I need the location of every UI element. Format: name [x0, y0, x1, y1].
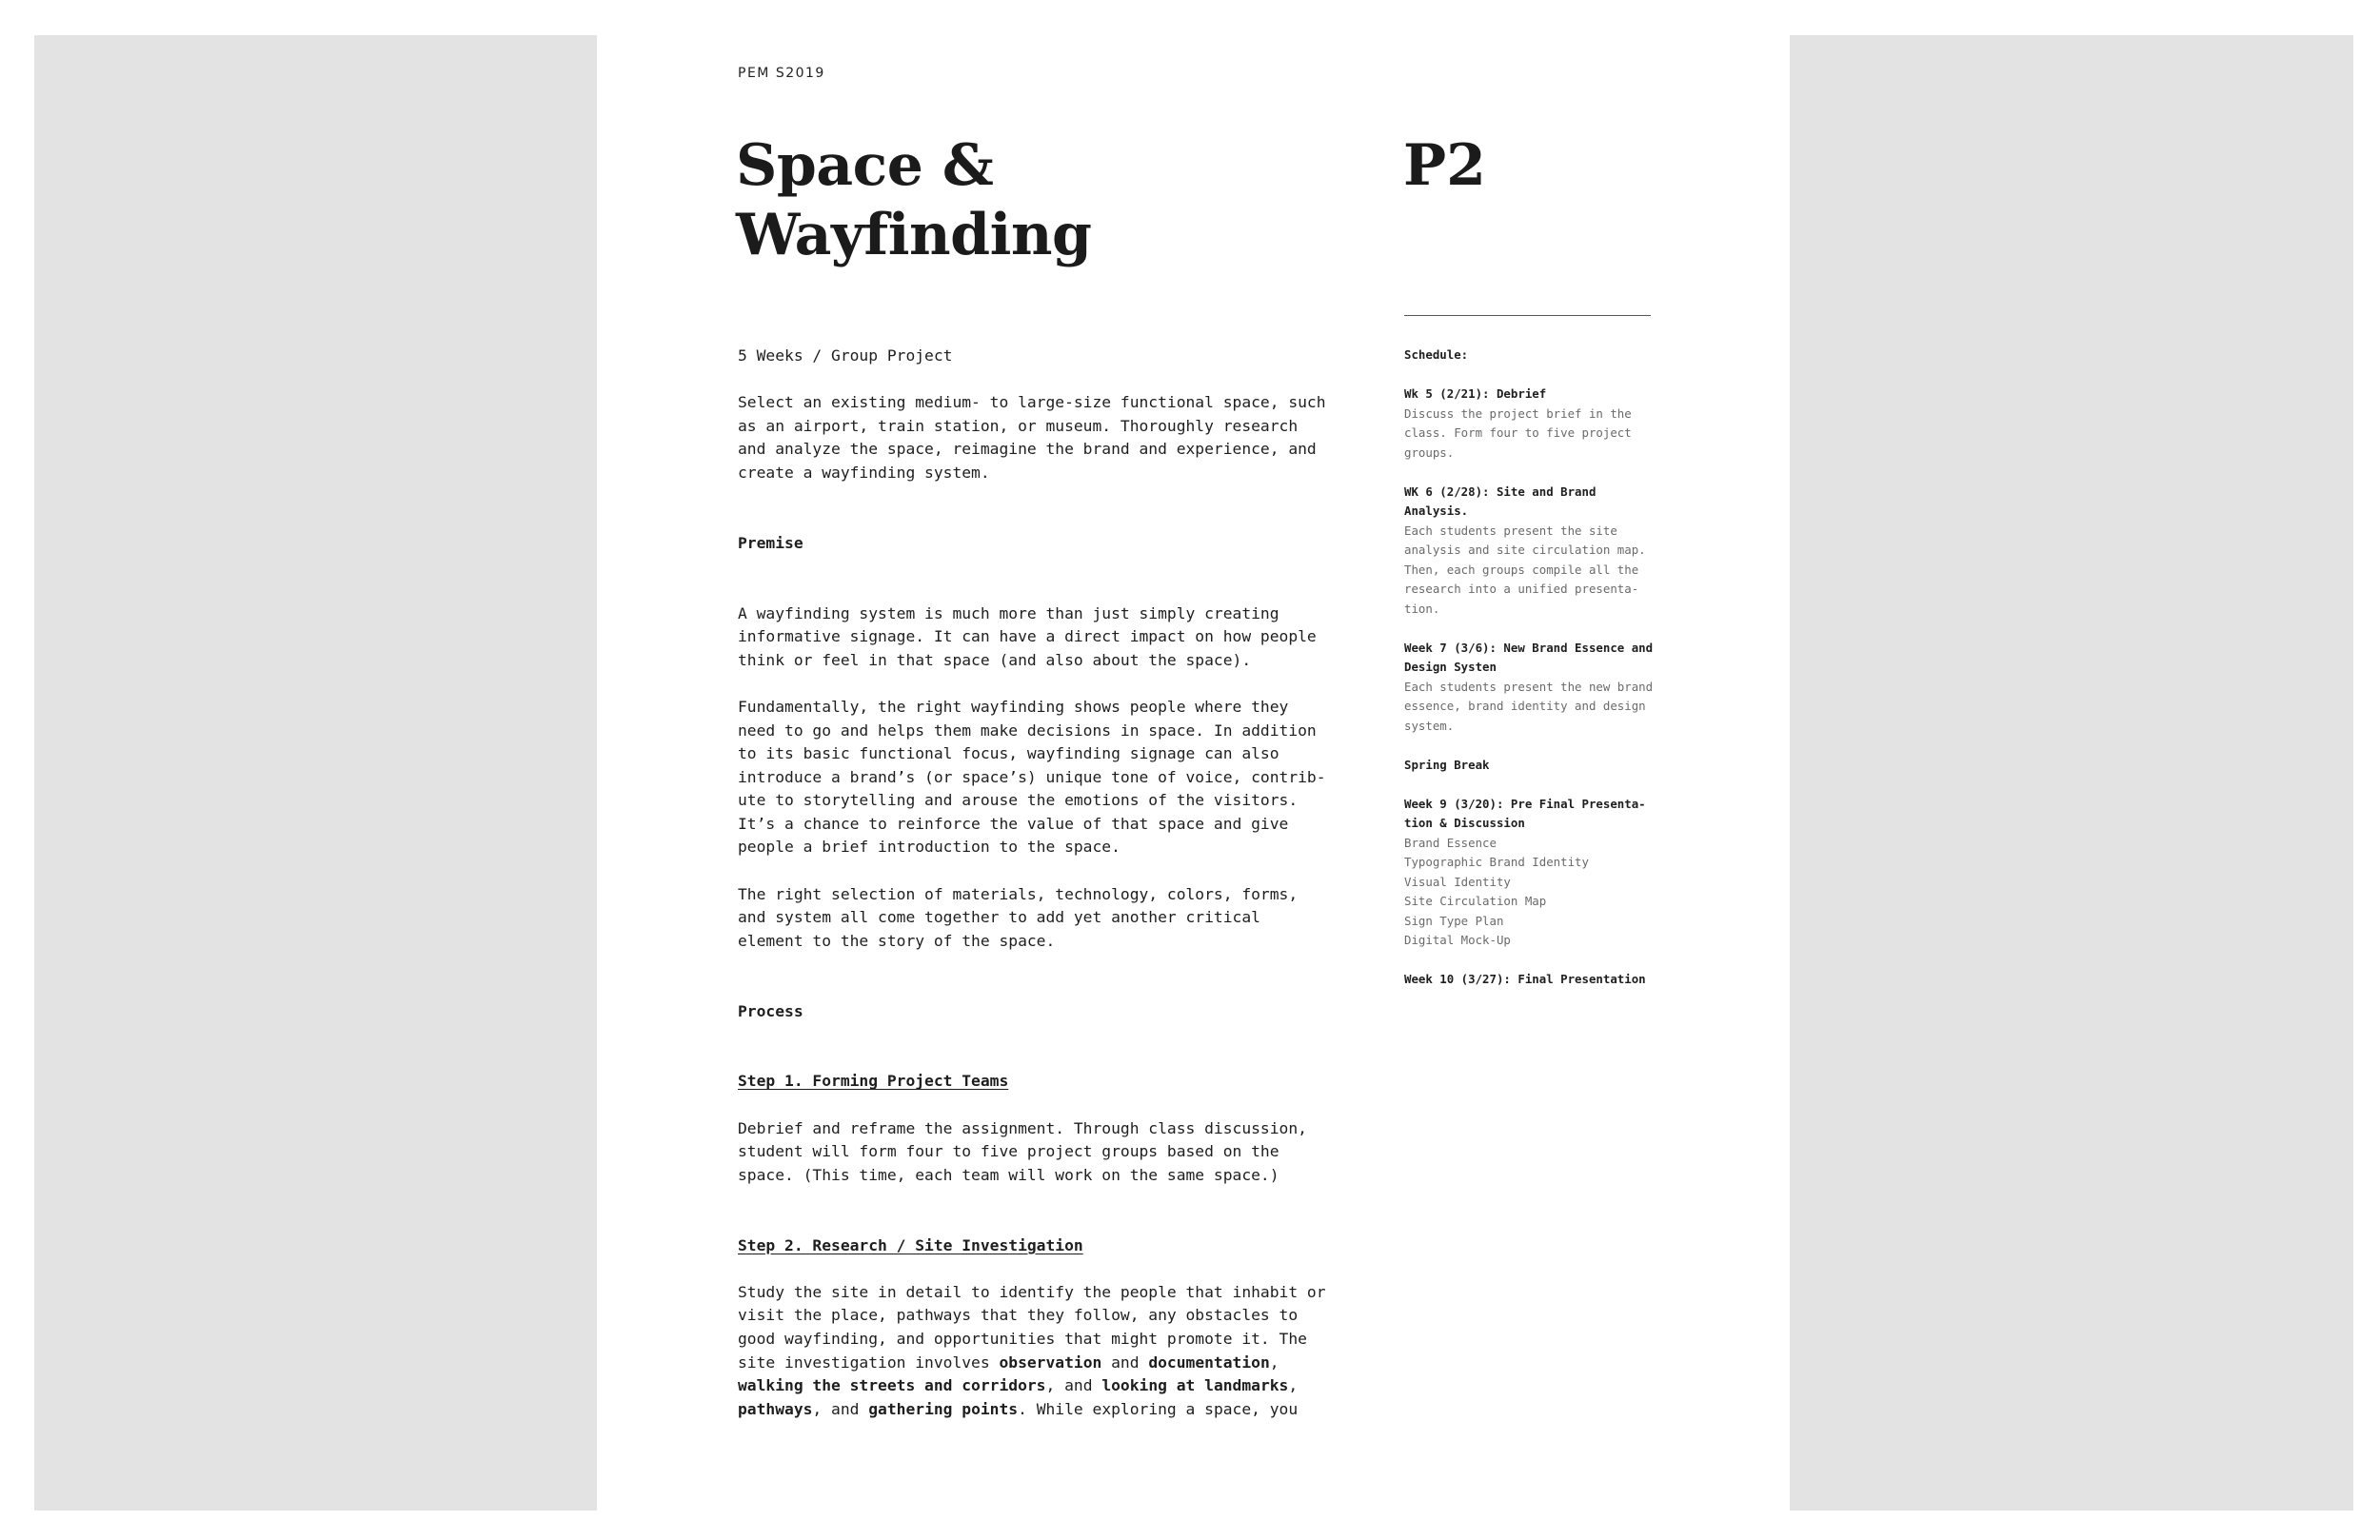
emphasis-observation: observation [999, 1352, 1102, 1372]
step-1-paragraph: Debrief and reframe the assignment. Through class discussion, student will form four to five project groups based on the space. (This time, each team will work on the same space.) [738, 1118, 1307, 1184]
project-code: P2 [1403, 132, 1486, 199]
step-2-heading: Step 2. Research / Site Investigation [738, 1235, 1083, 1254]
week-5-text: Discuss the project brief in the class. Form four to five project groups. [1404, 405, 1632, 460]
right-gray-margin [1790, 35, 2353, 1510]
course-tag: PEM S2019 [738, 66, 825, 81]
emphasis-documentation: documentation [1148, 1352, 1270, 1372]
title-line-1: Space & [736, 132, 994, 199]
week-5-label: Wk 5 (2/21): Debrief [1404, 386, 1547, 401]
step-1-heading: Step 1. Forming Project Teams [738, 1072, 1009, 1091]
left-gray-margin [34, 35, 597, 1510]
title-line-2: Wayfinding [736, 202, 1092, 268]
week-9-label: Week 9 (3/20): Pre Final Presenta- tion & Discussion [1404, 796, 1646, 830]
schedule-heading: Schedule: [1404, 347, 1469, 362]
emphasis-landmarks: looking at landmarks [1101, 1376, 1289, 1395]
intro-paragraph: Select an existing medium- to large-size functional space, such as an airport, train station, or museum. Thoroughly research and analyze the space, reimagine the brand and experience, and create a wayfinding system. [738, 393, 1326, 482]
week-6-label: WK 6 (2/28): Site and Brand Analysis. [1404, 484, 1597, 518]
page-title [736, 131, 1307, 270]
week-7-label: Week 7 (3/6): New Brand Essence and Design Systen [1404, 640, 1654, 674]
emphasis-pathways: pathways [738, 1399, 813, 1418]
premise-heading: Premise [738, 533, 803, 552]
emphasis-walking: walking the streets and corridors [738, 1376, 1046, 1395]
sidebar-divider [1404, 315, 1651, 316]
step-2-paragraph: Study the site in detail to identify the people that inhabit or visit the place, pathways that they follow, any obstacles to good wayfinding, and opportunities that might promote it. The site investigation involves observation and documentation, walking the streets and corridors, and looking at landmarks, pathways, and gathering points. While exploring a space, you [738, 1282, 1326, 1418]
project-brief [738, 345, 1347, 1421]
week-9-items: Brand Essence Typographic Brand Identity Visual Identity Site Circulation Map Sign Type Plan Digital Mock-Up [1404, 835, 1589, 947]
premise-paragraph-3: The right selection of materials, technology, colors, forms, and system all come together to add yet another critical element to the story of the space. [738, 884, 1299, 950]
duration-line: 5 Weeks / Group Project [738, 346, 953, 365]
week-10-label: Week 10 (3/27): Final Presentation [1404, 972, 1646, 986]
premise-paragraph-1: A wayfinding system is much more than just simply creating informative signage. It can have a direct impact on how people think or feel in that space (and also about the space). [738, 603, 1317, 669]
spring-break-label: Spring Break [1404, 757, 1490, 772]
schedule-sidebar [1404, 346, 1656, 990]
process-heading: Process [738, 1001, 803, 1020]
emphasis-gathering-points: gathering points [868, 1399, 1019, 1418]
week-6-text: Each students present the site analysis and site circulation map. Then, each groups compile all the research into a unified presenta- tion. [1404, 523, 1646, 616]
week-7-text: Each students present the new brand essence, brand identity and design system. [1404, 679, 1654, 733]
premise-paragraph-2: Fundamentally, the right wayfinding shows people where they need to go and helps them make decisions in space. In addition to its basic functional focus, wayfinding signage can also introduce a brand’s (or space’s) unique tone of voice, contrib- ute to storytelling and arouse the emotions of the visitors. It’s a chance to reinforce the value of that space and give people a brief introduction to the space. [738, 697, 1326, 857]
